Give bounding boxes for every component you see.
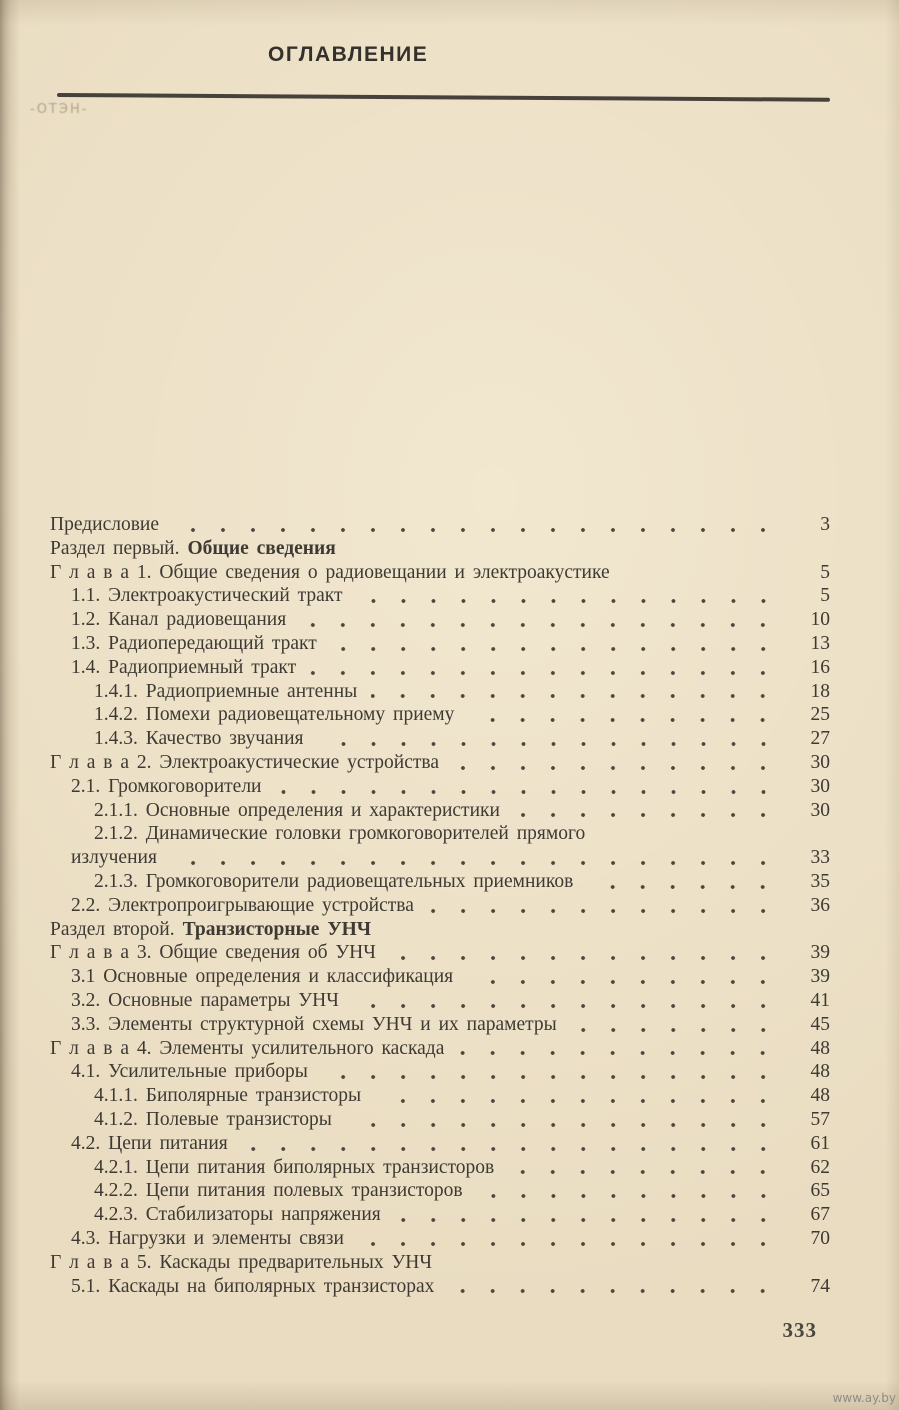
- toc-entry-text: 2.1. Громкоговорители: [71, 775, 262, 797]
- dot-leader: [458, 1050, 790, 1056]
- toc-entry-page-number: 70: [810, 1227, 830, 1249]
- toc-entry-text: 1.1. Электроакустический тракт: [71, 585, 343, 607]
- toc-entry-page-number: 74: [810, 1275, 830, 1297]
- watermark: www.ay.by: [832, 1391, 896, 1405]
- dot-leader: [322, 1074, 790, 1080]
- toc-entry: [50, 538, 830, 562]
- toc-entry: [50, 919, 830, 943]
- toc-entry-page-number: 13: [810, 632, 830, 654]
- toc-entry: [50, 1109, 830, 1133]
- toc-entry: [50, 1014, 830, 1038]
- dot-leader: [331, 646, 790, 652]
- toc-entry-page-number: 5: [820, 585, 830, 607]
- toc-entry: [50, 1252, 830, 1276]
- toc-entry-text: Г л а в а 5. Каскады предварительных УНЧ: [50, 1251, 433, 1273]
- toc-entry: [50, 1180, 830, 1204]
- dot-leader: [587, 884, 790, 890]
- toc-entry: [50, 562, 830, 586]
- toc-entry: [50, 800, 830, 824]
- page-title: ОГЛАВЛЕНИЕ: [268, 43, 429, 66]
- toc-entry-page-number: 41: [810, 989, 830, 1011]
- toc-entry-page-number: 18: [810, 680, 830, 702]
- leader-spacer: [624, 574, 790, 580]
- dot-leader: [375, 1098, 790, 1104]
- toc-entry: [50, 514, 830, 538]
- toc-entry-text: Г л а в а 4. Элементы усилительного каскада: [50, 1037, 445, 1059]
- toc-entry-text: 5.1. Каскады на биполярных транзисторах: [71, 1275, 435, 1297]
- toc-entry: [50, 895, 830, 919]
- dot-leader: [300, 622, 790, 628]
- toc-entry-text: 3.2. Основные параметры УНЧ: [71, 989, 339, 1011]
- dot-leader: [310, 670, 790, 676]
- toc-entry: [50, 942, 830, 966]
- toc-entry-page-number: 39: [810, 942, 830, 964]
- toc-entry: [50, 1228, 830, 1252]
- toc-entry-page-number: 48: [810, 1061, 830, 1083]
- toc-entry-text: 4.1. Усилительные приборы: [71, 1061, 308, 1083]
- toc-entry-text: 4.2.1. Цепи питания биполярных транзисторов: [94, 1156, 495, 1178]
- toc-entry-page-number: 45: [810, 1013, 830, 1035]
- dot-leader: [514, 812, 790, 818]
- toc-entry-page-number: 35: [810, 870, 830, 892]
- toc-entry-page-number: 36: [810, 894, 830, 916]
- toc-entry: [50, 1157, 830, 1181]
- toc-entry-page-number: 48: [810, 1037, 830, 1059]
- dot-leader: [173, 527, 790, 533]
- toc-list: [50, 514, 830, 1299]
- toc-entry-page-number: 33: [810, 847, 830, 869]
- toc-entry-page-number: 30: [810, 751, 830, 773]
- toc-entry-text: 1.4.1. Радиоприемные антенны: [94, 680, 358, 702]
- dot-leader: [571, 1027, 790, 1033]
- toc-entry-page-number: 10: [810, 609, 830, 631]
- dot-leader: [468, 717, 790, 723]
- toc-entry-text: 1.4.2. Помехи радиовещательному приему: [94, 704, 455, 726]
- toc-entry: [50, 1085, 830, 1109]
- toc-entry-page-number: 3: [820, 514, 830, 535]
- toc-entry-text: излучения: [71, 847, 157, 869]
- toc-entry: [50, 657, 830, 681]
- toc-entry: [50, 871, 830, 895]
- toc-entry-text: Г л а в а 2. Электроакустические устройства: [50, 751, 440, 773]
- toc-entry: [50, 752, 830, 776]
- toc-entry-text: 2.2. Электропроигрывающие устройства: [71, 894, 414, 916]
- dot-leader: [448, 1288, 790, 1294]
- toc-entry-text: 1.2. Канал радиовещания: [71, 609, 287, 631]
- toc-entry-text: 2.1.1. Основные определения и характеристики: [94, 799, 500, 821]
- toc-entry: [50, 990, 830, 1014]
- toc-entry-text: 4.2.2. Цепи питания полевых транзисторов: [94, 1180, 463, 1202]
- dot-leader: [357, 598, 790, 604]
- toc-entry-text: 1.3. Радиопередающий тракт: [71, 632, 317, 654]
- toc-entry-text: Г л а в а 1. Общие сведения о радиовещании и электроакустике: [50, 561, 610, 583]
- toc-entry: [50, 1061, 830, 1085]
- toc-entry-text: Раздел первый.: [50, 537, 180, 559]
- toc-entry-text: 2.1.2. Динамические головки громкоговорителей прямого: [94, 823, 586, 845]
- toc-entry: [50, 609, 830, 633]
- toc-entry-text: 4.1.2. Полевые транзисторы: [94, 1108, 332, 1130]
- toc-entry-text: Раздел второй.: [50, 918, 175, 940]
- divider-rule: [57, 93, 830, 102]
- toc-entry-page-number: 57: [810, 1108, 830, 1130]
- toc-entry: [50, 1276, 830, 1300]
- toc-entry-page-number: 30: [810, 799, 830, 821]
- dot-leader: [428, 908, 790, 914]
- toc-entry: [50, 1133, 830, 1157]
- toc-entry-text: 4.1.1. Биполярные транзисторы: [94, 1085, 362, 1107]
- dot-leader: [358, 1241, 790, 1247]
- dot-leader: [346, 1122, 790, 1128]
- page-number: 333: [782, 1318, 817, 1342]
- toc-entry-page-number: 30: [810, 775, 830, 797]
- toc-entry-page-number: 61: [810, 1132, 830, 1154]
- dot-leader: [395, 1217, 790, 1223]
- toc-entry: [50, 1038, 830, 1062]
- toc-entry-text: Предисловие: [50, 514, 160, 535]
- toc-entry-text: 4.3. Нагрузки и элементы связи: [71, 1227, 344, 1249]
- toc-entry-page-number: 67: [810, 1204, 830, 1226]
- toc-entry: [50, 728, 830, 752]
- dot-leader: [371, 693, 790, 699]
- toc-entry-page-number: 62: [810, 1156, 830, 1178]
- toc-entry-bold-text: Транзисторные УНЧ: [182, 918, 372, 940]
- dot-leader: [353, 1003, 790, 1009]
- toc-entry-text: 2.1.3. Громкоговорители радиовещательных приемников: [94, 870, 574, 892]
- toc-entry-page-number: 27: [810, 728, 830, 750]
- toc-entry-text: 3.1 Основные определения и классификация: [71, 966, 454, 988]
- dot-leader: [318, 741, 791, 747]
- toc-entry: [50, 1204, 830, 1228]
- toc-entry: [50, 704, 830, 728]
- toc-entry: [50, 681, 830, 705]
- toc-entry-page-number: 25: [810, 704, 830, 726]
- toc-entry: [50, 847, 830, 871]
- toc-entry: [50, 823, 830, 847]
- toc-entry-text: 1.4. Радиоприемный тракт: [71, 656, 297, 678]
- dot-leader: [508, 1169, 790, 1175]
- dot-leader: [453, 765, 790, 771]
- toc-entry-text: 3.3. Элементы структурной схемы УНЧ и их параметры: [71, 1013, 557, 1035]
- toc-entry-page-number: 16: [810, 656, 830, 678]
- dot-leader: [467, 979, 790, 985]
- bleedthrough-text: -ОТЭН-: [30, 102, 89, 117]
- toc-entry-text: 4.2.3. Стабилизаторы напряжения: [94, 1204, 381, 1226]
- dot-leader: [242, 1146, 790, 1152]
- dot-leader: [276, 789, 791, 795]
- toc-entry-page-number: 48: [810, 1085, 830, 1107]
- toc-entry-page-number: 5: [820, 561, 830, 583]
- toc-entry-page-number: 65: [810, 1180, 830, 1202]
- toc-entry-bold-text: Общие сведения: [187, 537, 336, 559]
- dot-leader: [390, 955, 790, 961]
- toc-entry: [50, 633, 830, 657]
- toc-entry: [50, 966, 830, 990]
- toc-entry-text: Г л а в а 3. Общие сведения об УНЧ: [50, 942, 376, 964]
- toc-entry: [50, 776, 830, 800]
- toc-entry-page-number: 39: [810, 966, 830, 988]
- toc-entry-text: 4.2. Цепи питания: [71, 1132, 228, 1154]
- toc-entry-text: 1.4.3. Качество звучания: [94, 728, 304, 750]
- toc-entry: [50, 585, 830, 609]
- dot-leader: [171, 860, 790, 866]
- dot-leader: [477, 1193, 790, 1199]
